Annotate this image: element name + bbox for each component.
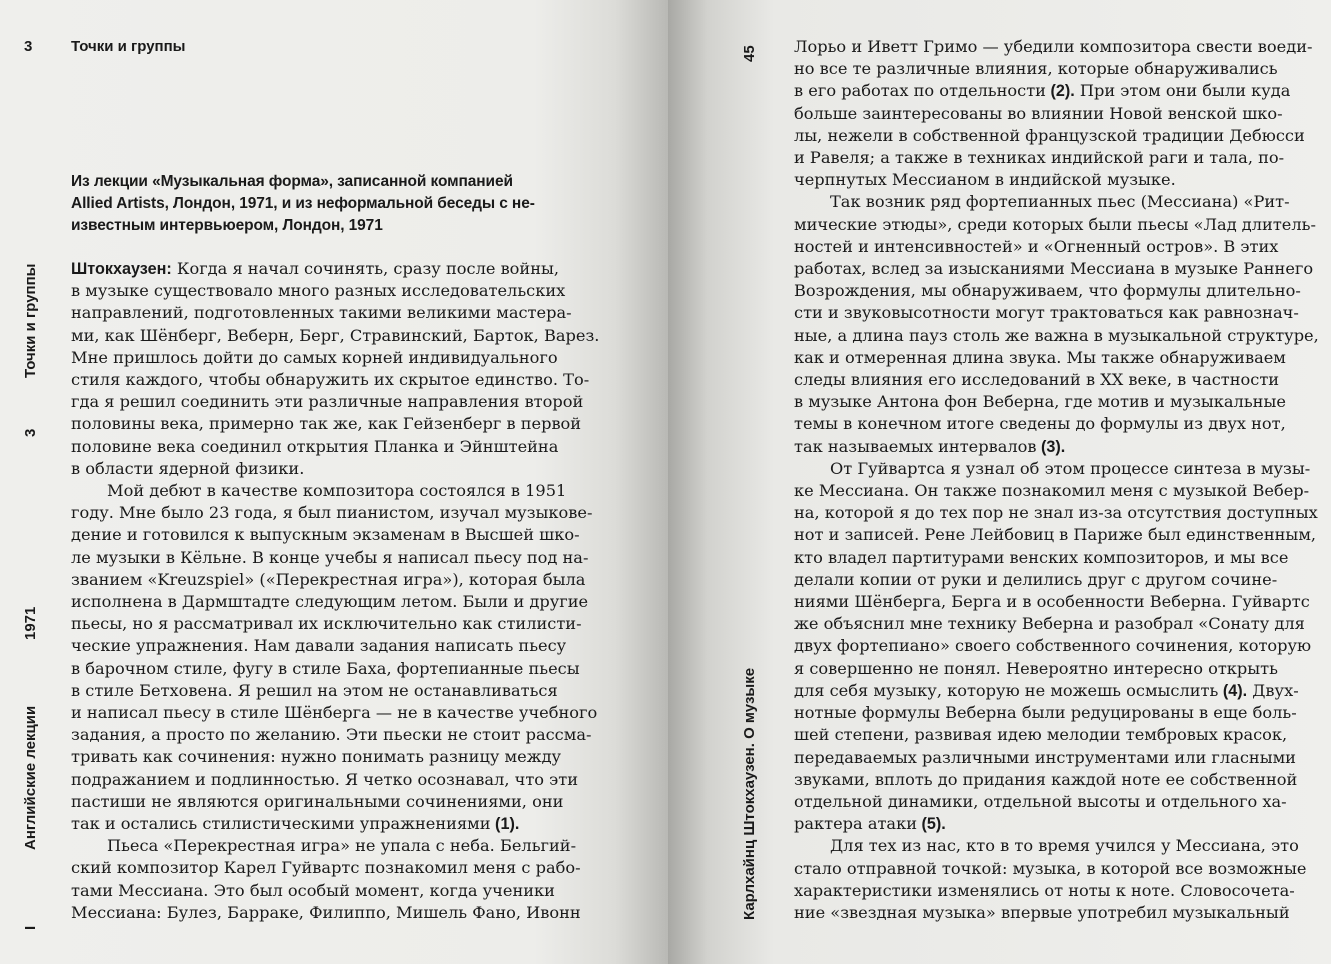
- vertical-running-title: Точки и группы: [22, 263, 39, 378]
- vertical-part-number: I: [22, 925, 39, 930]
- text-line: От Гуйвартса я узнал об этом процессе синтеза в музы-: [830, 458, 1311, 478]
- text-span: рактера атаки: [794, 814, 917, 834]
- right-page: [668, 0, 1331, 964]
- text-line: Мой дебют в качестве композитора состоялся в 1951: [107, 481, 567, 501]
- text-line: гда я решил соединить эти различные направления второй: [71, 392, 584, 412]
- text-line: черпнутых Мессианом в индийской музыке.: [794, 170, 1176, 190]
- text-line: Пьеса «Перекрестная игра» не упала с неба. Бельгий-: [107, 836, 577, 856]
- footnote-ref: (1).: [490, 815, 520, 834]
- text-line: Мессиана: Булез, Барраке, Филиппо, Мишель Фано, Ивонн: [71, 902, 581, 922]
- text-line: звуками, вплоть до придания каждой ноте ее собственной: [794, 769, 1298, 789]
- footnote-ref: (3).: [1036, 437, 1066, 456]
- text-line: стиля каждого, чтобы обнаружить их скрытое единство. То-: [71, 370, 590, 390]
- footnote-ref: (5).: [917, 815, 946, 834]
- text-line: ский композитор Карел Гуйвартс познакомил меня с рабо-: [71, 858, 581, 878]
- text-line: Возрождения, мы обнаруживаем, что формулы длительно-: [794, 281, 1301, 301]
- text-line: делали копии от руки и делились друг с другом сочине-: [794, 569, 1278, 589]
- heading-line: Allied Artists, Лондон, 1971, и из неформальной беседы с не-: [71, 195, 535, 212]
- text-line: ческие упражнения. Нам давали задания написать пьесу: [71, 636, 567, 656]
- heading-line: известным интервьюером, Лондон, 1971: [71, 217, 383, 234]
- text-line: сти и звуковысотности могут трактоваться как равнознач-: [794, 303, 1299, 323]
- text-line: как и отмеренная длина звука. Мы также обнаруживаем: [794, 347, 1286, 367]
- heading-line: Из лекции «Музыкальная форма», записанной компанией: [71, 173, 513, 190]
- text-span: так называемых интервалов: [794, 436, 1037, 456]
- text-line: мические этюды», среди которых были пьесы «Лад длитель-: [794, 214, 1316, 234]
- text-line: в стиле Бетховена. Я решил на этом не останавливаться: [71, 680, 558, 700]
- text-line: тривать как сочинения: нужно понимать разницу между: [71, 747, 562, 767]
- text-line: в барочном стиле, фугу в стиле Баха, фортепианные пьесы: [71, 658, 580, 678]
- speaker-label: Штокхаузен:: [71, 260, 172, 278]
- text-line: Для тех из нас, кто в то время учился у Мессиана, это: [830, 836, 1299, 856]
- text-line: ние «звездная музыка» впервые употребил музыкальный: [794, 902, 1290, 922]
- running-title: Точки и группы: [71, 38, 186, 55]
- text-line: [794, 680, 1319, 702]
- vertical-book-title: Карлхайнц Штокхаузен. О музыке: [741, 667, 758, 920]
- text-line: [71, 258, 599, 280]
- vertical-year: 1971: [22, 606, 39, 640]
- text-line: званием «Kreuzspiel» («Перекрестная игра»), которая была: [71, 569, 586, 589]
- vertical-chapter-number: 3: [22, 428, 39, 437]
- footnote-ref: (4).: [1218, 681, 1248, 700]
- text-line: [794, 436, 1319, 458]
- text-line: в области ядерной физики.: [71, 458, 305, 478]
- text-line: дение и готовился к выпускным экзаменам в Высшей шко-: [71, 525, 580, 545]
- text-line: стало отправной точкой: музыка, в которой все возможные: [794, 858, 1307, 878]
- text-line: половине века соединил открытия Планка и Эйнштейна: [71, 436, 559, 456]
- text-line: работах, вслед за изысканиями Мессиана в музыке Раннего: [794, 259, 1314, 279]
- text-span: При этом они были куда: [1074, 81, 1291, 101]
- text-span: Когда я начал сочинять, сразу после войны,: [171, 259, 560, 278]
- text-line: исполнена в Дармштадте следующим летом. Были и другие: [71, 592, 589, 612]
- text-line: кто владел партитурами венских композиторов, и мы все: [794, 547, 1289, 567]
- text-line: темы в конечном итоге сведены до формулы из двух нот,: [794, 414, 1286, 434]
- text-line: следы влияния его исследований в XX веке, в частности: [794, 370, 1280, 390]
- text-line: [71, 813, 599, 835]
- text-line: Лорьо и Иветт Гримо — убедили композитора свести воеди-: [794, 37, 1313, 56]
- right-body-text: [794, 36, 1319, 924]
- text-line: же объяснил мне технику Веберна и разобрал «Сонату для: [794, 614, 1305, 634]
- text-line: передаваемых различными инструментами или гласными: [794, 747, 1296, 767]
- text-line: больше заинтересованы во влиянии Новой венской шко-: [794, 103, 1283, 123]
- text-line: половины века, примерно так же, как Гейзенберг в первой: [71, 414, 582, 434]
- text-line: но все те различные влияния, которые обнаруживались: [794, 59, 1278, 79]
- section-heading: [71, 171, 571, 237]
- text-line: пьесы, но я рассматривал их исключительно как стилисти-: [71, 614, 582, 634]
- text-line: ниями Шёнберга, Берга и в особенности Веберна. Гуйвартс: [794, 592, 1310, 612]
- text-line: на, которой я до тех пор не знал из-за отсутствия доступных: [794, 503, 1318, 523]
- text-line: подражанием и подлинностью. Я четко осознавал, что эти: [71, 769, 578, 789]
- text-line: ми, как Шёнберг, Веберн, Берг, Стравинский, Барток, Варез.: [71, 325, 600, 345]
- text-line: [794, 813, 1319, 835]
- text-line: и Равеля; а также в техниках индийской раги и тала, по-: [794, 148, 1285, 168]
- text-line: характеристики изменялись от ноты к ноте. Словосочета-: [794, 880, 1295, 900]
- text-line: нотные формулы Веберна были редуцированы в еще боль-: [794, 703, 1297, 723]
- text-line: лы, нежели в собственной французской традиции Дебюсси: [794, 125, 1305, 145]
- text-span: для себя музыку, которую не можешь осмыслить: [794, 680, 1219, 700]
- text-line: тами Мессиана. Это был особый момент, когда ученики: [71, 880, 555, 900]
- text-span: так и остались стилистическими упражнениями: [71, 814, 491, 834]
- text-line: ные, а длина пауз столь же важна в музыкальной структуре,: [794, 325, 1319, 345]
- text-line: ле музыки в Кёльне. В конце учебы я написал пьесу под на-: [71, 547, 589, 567]
- text-line: Так возник ряд фортепианных пьес (Мессиана) «Рит-: [830, 192, 1290, 212]
- text-span: в его работах по отдельности: [794, 81, 1046, 101]
- text-line: в музыке существовало много разных исследовательских: [71, 281, 566, 301]
- text-line: двух фортепиано» своего собственного сочинения, которую: [794, 636, 1312, 656]
- text-line: году. Мне было 23 года, я был пианистом, изучал музыкове-: [71, 503, 593, 523]
- text-line: направлений, подготовленных такими великими мастера-: [71, 303, 572, 323]
- text-line: ке Мессиана. Он также познакомил меня с музыкой Вебер-: [794, 481, 1310, 501]
- page-number: 45: [741, 45, 758, 62]
- page-number: 3: [24, 38, 33, 55]
- text-line: задания, а просто по желанию. Эти пьески не стоит рассма-: [71, 725, 592, 745]
- footnote-ref: (2).: [1045, 82, 1075, 101]
- left-body-text: [71, 258, 599, 924]
- text-line: нот и записей. Рене Лейбовиц в Париже был единственным,: [794, 525, 1317, 545]
- text-line: шей степени, развивая идею мелодии тембровых красок,: [794, 725, 1288, 745]
- text-line: пастиши не являются оригинальными сочинениями, они: [71, 791, 564, 811]
- text-line: ностей и интенсивностей» и «Огненный остров». В этих: [794, 236, 1279, 256]
- text-line: в музыке Антона фон Веберна, где мотив и музыкальные: [794, 392, 1286, 412]
- text-line: и написал пьесу в стиле Шёнберга — не в качестве учебного: [71, 703, 598, 723]
- text-line: Мне пришлось дойти до самых корней индивидуального: [71, 347, 558, 367]
- vertical-series-title: Английские лекции: [22, 705, 39, 850]
- text-line: отдельной динамики, отдельной высоты и отдельного ха-: [794, 791, 1287, 811]
- text-span: Двух-: [1247, 680, 1299, 700]
- text-line: я совершенно не понял. Невероятно интересно открыть: [794, 658, 1278, 678]
- text-line: [794, 80, 1319, 102]
